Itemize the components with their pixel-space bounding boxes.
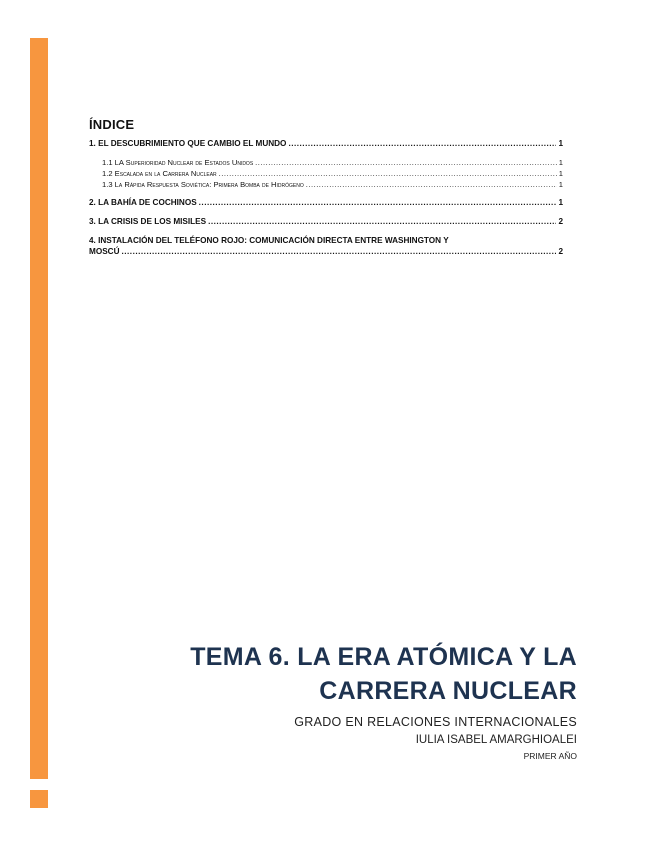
toc-leader-dots [288,138,556,149]
accent-bar [30,38,48,779]
toc-entry-page: 1 [558,139,563,148]
toc-leader-dots [208,216,556,227]
toc-entry-page: 1 [558,198,563,207]
toc-entry-title-line2: MOSCÚ [89,247,120,256]
toc-entry-1[interactable] [89,138,563,149]
toc-entry-page: 2 [558,217,563,226]
toc-entry-title: 1.2 Escalada en la Carrera Nuclear [102,169,217,178]
degree-label: GRADO EN RELACIONES INTERNACIONALES [294,715,577,729]
toc-entry-1-1[interactable] [89,157,563,168]
toc-entry-title-line1: 4. INSTALACIÓN DEL TELÉFONO ROJO: COMUNICACIÓN DIRECTA ENTRE WASHINGTON Y [89,236,449,245]
toc-entry-3[interactable] [89,216,563,227]
toc-entry-page: 1 [558,169,563,178]
toc-leader-dots [306,179,557,190]
toc-entry-title: 1.3 La Rápida Respuesta Soviética: Primera Bomba de Hidrógeno [102,180,304,189]
toc-entry-2[interactable] [89,197,563,208]
toc-entry-title: 1.1 LA Superioridad Nuclear de Estados Unidos [102,158,254,167]
toc-leader-dots [199,197,557,208]
toc-entry-page: 1 [558,158,563,167]
toc-leader-dots [255,157,557,168]
toc-entry-title: 2. LA BAHÍA DE COCHINOS [89,198,197,207]
document-title-line1: TEMA 6. LA ERA ATÓMICA Y LA [190,643,577,671]
course-year: PRIMER AÑO [523,751,577,761]
table-of-contents [89,117,563,257]
accent-square [30,790,48,808]
author-name: IULIA ISABEL AMARGHIOALEI [415,734,577,746]
toc-entry-page: 2 [558,247,563,256]
toc-entry-page: 1 [558,180,563,189]
document-title-line2: CARRERA NUCLEAR [319,677,577,705]
toc-leader-dots [219,168,557,179]
toc-entry-1-3[interactable] [89,179,563,190]
document-title [57,640,577,708]
toc-entry-title: 3. LA CRISIS DE LOS MISILES [89,217,207,226]
toc-leader-dots [121,246,556,257]
cover-block [57,640,577,762]
toc-entry-4[interactable] [89,235,563,257]
toc-heading: ÍNDICE [89,117,135,132]
toc-entry-title: 1. EL DESCUBRIMIENTO QUE CAMBIO EL MUNDO [89,139,287,148]
toc-entry-1-2[interactable] [89,168,563,179]
